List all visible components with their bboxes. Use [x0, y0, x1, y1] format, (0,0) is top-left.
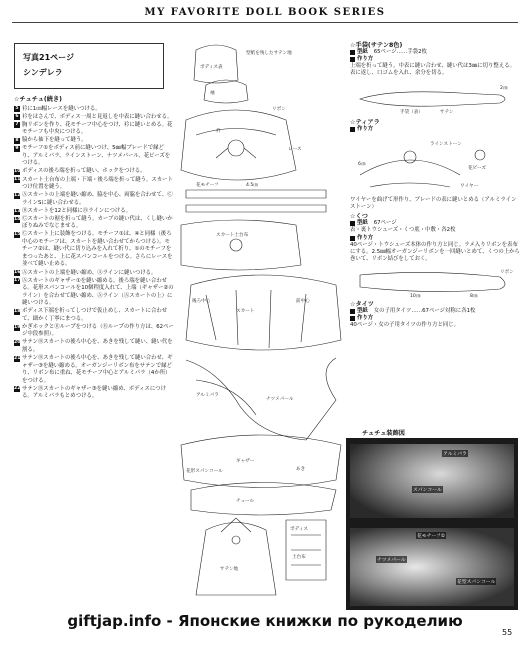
- step-number: 9: [15, 146, 19, 152]
- diagram-label: 花形スパンコール: [186, 469, 223, 474]
- tiara-label: 花ビーズ: [468, 166, 486, 171]
- step-text: かぎホックとⓇループをつける（Ⓡループの作り方は、62ページ中段参照）。: [22, 323, 174, 338]
- instruction-step: [14, 137, 174, 145]
- footer-watermark: giftjap.info - Японские книжки по рукоделию: [67, 612, 463, 630]
- instruction-step: [14, 339, 174, 354]
- diagram-label: あき: [296, 467, 306, 472]
- glove-method: [350, 56, 520, 63]
- step-number: 14: [14, 216, 21, 222]
- shoe-label: 10㎝: [410, 294, 421, 299]
- header-rule: [12, 22, 518, 23]
- instruction-step: [14, 308, 174, 323]
- step-number: 13: [14, 208, 21, 214]
- tights-pattern: [350, 308, 520, 315]
- photo-tag: 花型スパンコール: [457, 580, 496, 585]
- tiara-label: ワイヤー: [460, 184, 479, 189]
- title-box: [14, 43, 164, 89]
- instruction-step: [14, 192, 174, 207]
- instruction-step: [14, 355, 174, 385]
- instruction-step: [14, 168, 174, 176]
- tiara-method: [350, 126, 520, 133]
- shoe-label: 8㎝: [470, 294, 478, 299]
- diagram-label: スカート土台布: [216, 233, 249, 238]
- step-text: Ⓐスカートのギャザー①を縫い縮める。後ろ端を縫い合わせる。花形スパンコールを10個程度入れて、上端（ギャザー②のライン）を合わせて縫い縮め、Ⓐライン（Ⓐスカートの上）に縫いつける。: [22, 277, 174, 307]
- diagram-label: レース: [288, 147, 302, 152]
- shoes-parts: 表・裏トウシューズ・くつ底・中敷・各2枚: [350, 227, 456, 233]
- right-column: [350, 40, 520, 330]
- glove-text: 上端を折って縫う。中表に縫い合わせ、縫い代は3㎜に切り整える。表に返し、口ゴムを入れ、余分を切る。: [350, 63, 515, 76]
- decoration-photo: [346, 438, 518, 610]
- step-number: 7: [15, 122, 19, 128]
- diagram-label: 型紙を残したサテン地: [246, 51, 292, 56]
- left-instructions: [14, 96, 174, 401]
- diagram-label: 袖: [210, 91, 215, 96]
- tiara-label: ラインストーン: [430, 142, 462, 147]
- photo-bottom: [350, 528, 514, 606]
- method-label: 作り方: [357, 235, 374, 241]
- instruction-step: [14, 208, 174, 216]
- photo-tag: アルミパラ: [443, 452, 467, 457]
- diagram-label: ギャザー: [236, 459, 255, 464]
- page-number: 55: [502, 628, 513, 637]
- step-number: 12: [14, 192, 21, 198]
- step-number: 18: [14, 309, 21, 315]
- step-text: Ⓒスカートの裾を折って縫う。カーブの縫い代は、くし縫いかぼりぬみでなじませる。: [22, 215, 173, 230]
- section-heading: ☆チュチュ(続き): [14, 96, 62, 103]
- step-text: Ⓐスカートの上端を縫い縮め、Ⓐラインに縫いつける。: [22, 269, 157, 276]
- tiara-text: ワイヤーを曲げて形作り、ブレードの表に縫いとめる（アルミラインストーン）: [350, 197, 517, 210]
- pattern-label: 型紙: [357, 49, 368, 55]
- photo-top: [350, 444, 514, 518]
- square-bullet-icon: [350, 127, 355, 132]
- shoes-figure: [350, 265, 520, 299]
- shoes-title: ☆くつ: [350, 213, 368, 220]
- square-bullet-icon: [350, 221, 355, 226]
- step-text: サテンⒷスカートのギャザー③を縫い縮め、ボディスにつける。アルミパラもとめつける。: [22, 385, 166, 400]
- diagram-label: スカート: [236, 309, 255, 314]
- diagram-label: ボディス表: [200, 65, 223, 70]
- instruction-step: [14, 177, 174, 192]
- instruction-step: [14, 114, 174, 122]
- diagram-label: 4.5㎝: [246, 183, 258, 188]
- step-text: サテンⒷスカートの後ろ中心を、あきを残して縫い合わせ、ギャザー③を縫い縮める。オーガンジーリボン布をサテンで縁どり、リボン布に重ね、花モチーフ中心とアルミパラ（4か所）をつける。: [22, 355, 173, 384]
- step-number: 6: [15, 114, 19, 120]
- method-label: 作り方: [357, 126, 374, 132]
- diagram-label: リボン: [272, 107, 286, 112]
- photo-tag: 花モチーフ①: [417, 534, 446, 539]
- tiara-figure: [350, 135, 520, 195]
- step-text: スカート土台布の上端・下端・後ろ端を折って縫う。スカートつけ位置を縫う。: [22, 176, 173, 191]
- glove-label: 手袋（表）: [400, 110, 423, 115]
- square-bullet-icon: [350, 57, 355, 62]
- shoe-label: リボン: [500, 270, 514, 275]
- photo-caption: チュチュ装飾図: [362, 430, 405, 437]
- instruction-step: [14, 386, 174, 401]
- diagram-label: 花モチーフ: [196, 183, 219, 188]
- step-number: 5: [15, 106, 19, 112]
- pattern-label: 型紙: [357, 308, 368, 314]
- instruction-step: [14, 278, 174, 308]
- instruction-step: [14, 106, 174, 114]
- tiara-title: ☆ティアラ: [350, 119, 380, 126]
- glove-label: 2㎝: [500, 86, 508, 91]
- square-bullet-icon: [350, 236, 355, 241]
- pattern-ref: 女の子用タイツ……67ページ対称に各1枚: [373, 308, 476, 314]
- glove-diagram: [350, 79, 520, 117]
- pattern-ref: 65ページ……手袋2枚: [373, 49, 427, 55]
- sewing-diagram: [176, 40, 346, 600]
- instruction-step: [14, 324, 174, 339]
- step-number: 17: [14, 278, 21, 284]
- tights-method: [350, 315, 520, 322]
- step-text: ボディス下端を折ってしつけで仮止めし、スカートに合わせて、細かく丁寧にまつる。: [22, 308, 168, 322]
- shoes-method: [350, 235, 520, 242]
- tiara-diagram: [350, 135, 520, 195]
- shoes-pattern: [350, 220, 520, 227]
- step-number: 10: [14, 169, 21, 175]
- pattern-label: 型紙: [357, 220, 368, 226]
- step-text: ボディスの後ろ端を折って縫い、ホックをつける。: [22, 168, 146, 175]
- method-label: 作り方: [357, 56, 374, 62]
- diagram-label: サテン地: [220, 567, 239, 572]
- step-text: Ⓑスカートを12と同様にⒷラインにつける。: [22, 207, 132, 214]
- diagram-area: [176, 40, 346, 600]
- shoes-text: 40ページ・トウシューズ本体の作り方と同じ。ラメ入りリボンを表布にする。2.5㎜幅オーガンジーリボンを一回縫いとめて、くつの上から巻いて、リボン結びをしておく。: [350, 242, 520, 262]
- glove-label: サテン: [440, 110, 454, 115]
- step-number: 19: [14, 324, 21, 330]
- method-label: 作り方: [357, 315, 374, 321]
- diagram-label: アルミパラ: [196, 393, 219, 398]
- shoe-diagram: [350, 265, 520, 299]
- diagram-label: 衿: [216, 129, 221, 134]
- photo-tag: スパンコール: [413, 488, 442, 493]
- instruction-step: [14, 122, 174, 137]
- step-number: 15: [14, 232, 21, 238]
- step-text: 衿をはさんで、ボディス一周と見返しを中表に縫い合わせる。: [22, 113, 173, 120]
- diagram-label: ナツメパール: [266, 397, 294, 402]
- step-number: 16: [14, 270, 21, 276]
- step-number: 21: [14, 355, 21, 361]
- photo-tag: ナツメパール: [377, 558, 406, 563]
- square-bullet-icon: [350, 50, 355, 55]
- step-number: 22: [14, 386, 21, 392]
- diagram-label: 前中心: [296, 299, 310, 304]
- step-text: 胸リボンを作り、花モチーフ中心をつけ、衿に縫いとめる。花モチーフも中央につける。: [22, 121, 173, 136]
- step-text: モチーフ①をボディス前に縫いつけ、5㎜幅ブレードで縁どり、アルミパラ、ラインストーン、ナツメパール、花ビーズをつける。: [22, 145, 171, 167]
- diagram-label: チュール: [236, 499, 255, 504]
- instruction-step: [14, 231, 174, 269]
- tights-text: 40ページ・女の子用タイツの作り方と同じ。: [350, 322, 460, 328]
- square-bullet-icon: [350, 316, 355, 321]
- step-text: 衿に1㎝幅レースを縫いつける。: [22, 105, 101, 112]
- instruction-step: [14, 145, 174, 168]
- step-text: Ⓐスカートの上端を縫い縮め、脇を中心、両脇を合わせて、ⒸラインSに縫い合わせる。: [22, 192, 173, 206]
- glove-title: ☆手袋(サテン8色): [350, 42, 403, 49]
- pattern-ref: 67ページ: [373, 220, 397, 226]
- title-name: シンデレラ: [23, 68, 63, 77]
- diagram-label: ボディス: [290, 527, 309, 532]
- step-number: 20: [14, 340, 21, 346]
- step-text: サテンⒷスカートの後ろ中心を、あきを残して縫い、縫い代を割る。: [22, 339, 173, 353]
- step-text: 脇から袖下を縫って縫う。: [22, 137, 87, 144]
- step-number: 8: [15, 138, 19, 144]
- step-text: Ⓒスカート上に装飾をつける。モチーフ①は、④と同様（後ろ中心のモチーフは、スカートを縫い合わせてからつける）。モチーフ②は、縫い代に切り込みを入れて折り、①のモチーフをまつったあと、上に花スパンコールをつける。さらにレースを並べて縫い止める。: [22, 231, 173, 268]
- glove-pattern: [350, 49, 520, 56]
- square-bullet-icon: [350, 309, 355, 314]
- title-page-ref: 写真21ページ: [23, 53, 74, 62]
- series-header: MY FAVORITE DOLL BOOK SERIES: [144, 7, 386, 18]
- glove-figure: [350, 79, 520, 117]
- diagram-label: 土台布: [292, 555, 306, 560]
- step-number: 11: [14, 177, 21, 183]
- instruction-step: [14, 270, 174, 278]
- tights-title: ☆タイツ: [350, 301, 374, 308]
- instruction-step: [14, 216, 174, 231]
- tiara-label: 6㎝: [358, 162, 366, 167]
- diagram-label: 後ろ中心: [192, 299, 211, 304]
